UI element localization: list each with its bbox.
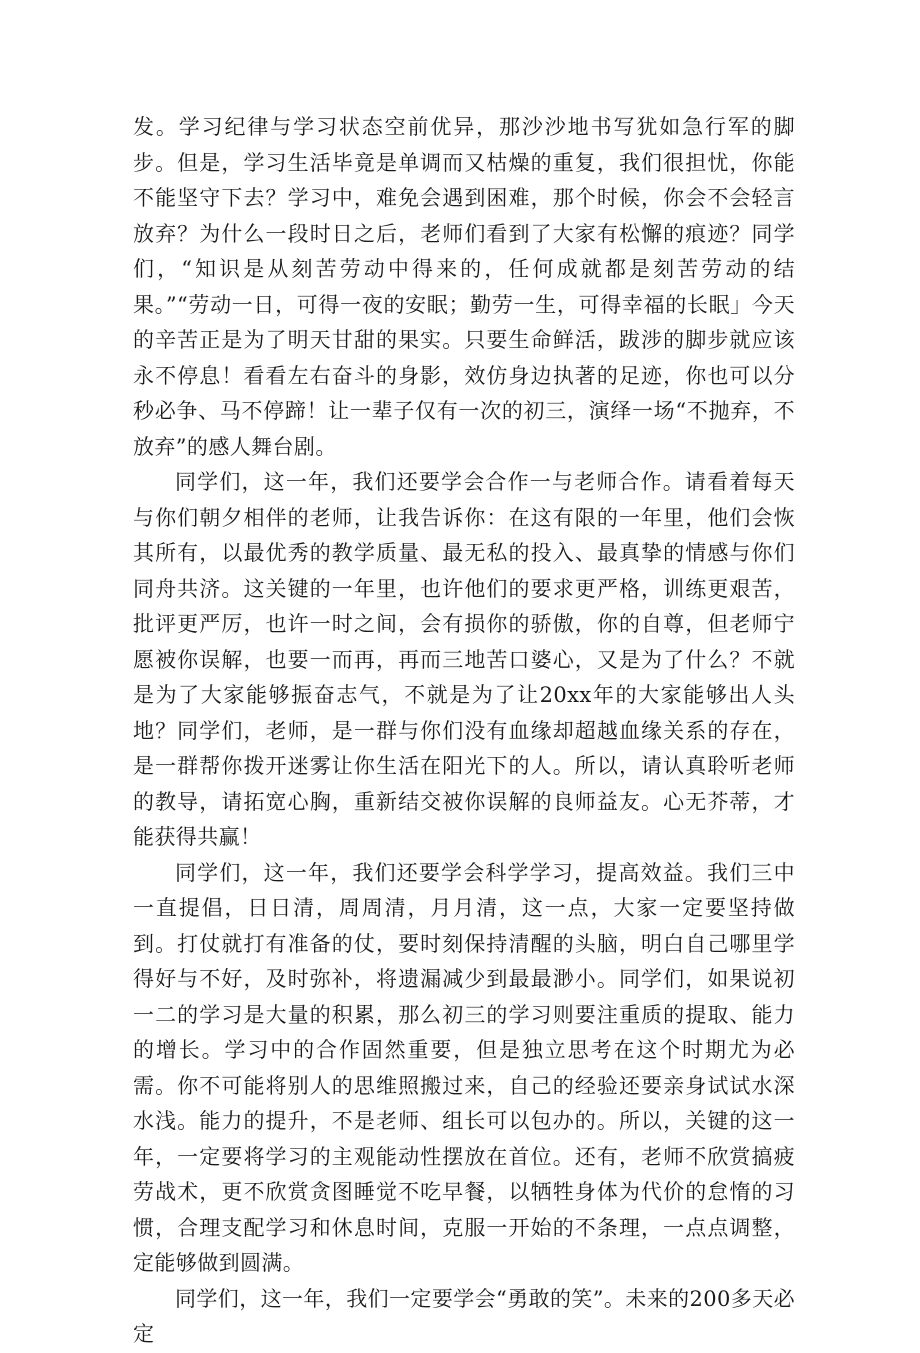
paragraph-4: 同学们，这一年，我们一定要学会“勇敢的笑”。未来的200多天必定 [133,1286,795,1346]
paragraph-2: 同学们，这一年，我们还要学会合作一与老师合作。请看着每天与你们朝夕相伴的老师，让我告诉你：在这有限的一年里，他们会恢其所有，以最优秀的教学质量、最无私的投入、最真挚的情感与你们同舟共济。这关键的一年里，也许他们的要求更严格，训练更艰苦，批评更严厉，也许一时之间，会有损你的骄傲，你的自尊，但老师宁愿被你误解，也要一而再，再而三地苦口婆心，又是为了什么？不就是为了大家能够振奋志气，不就是为了让20xx年的大家能够出人头地？同学们，老师，是一群与你们没有血缘却超越血缘关系的存在，是一群帮你拨开迷雾让你生活在阳光下的人。所以，请认真聆听老师的教导，请拓宽心胸，重新结交被你误解的良师益友。心无芥蒂，才能获得共赢！ [133,470,795,849]
paragraph-3: 同学们，这一年，我们还要学会科学学习，提高效益。我们三中一直提倡，日日清，周周清，月月清，这一点，大家一定要坚持做到。打仗就打有准备的仗，要时刻保持清醒的头脑，明白自己哪里学得好与不好，及时弥补，将遗漏减少到最最渺小。同学们，如果说初一二的学习是大量的积累，那么初三的学习则要注重质的提取、能力的增长。学习中的合作固然重要，但是独立思考在这个时期尤为必需。你不可能将别人的思维照搬过来，自己的经验还要亲身试试水深水浅。能力的提升，不是老师、组长可以包办的。所以，关键的这一年，一定要将学习的主观能动性摆放在首位。还有，老师不欣赏搞疲劳战术，更不欣赏贪图睡觉不吃早餐，以牺牲身体为代价的怠惰的习惯，合理支配学习和休息时间，克服一开始的不条理，一点点调整，定能够做到圆满。 [133,860,795,1275]
document-page [133,110,795,1353]
paragraph-1: 发。学习纪律与学习状态空前优异，那沙沙地书写犹如急行军的脚步。但是，学习生活毕竟是单调而又枯燥的重复，我们很担忧，你能不能坚守下去？学习中，难免会遇到困难，那个时候，你会不会轻言放弃？为什么一段时日之后，老师们看到了大家有松懈的痕迹？同学们，“知识是从刻苦劳动中得来的，任何成就都是刻苦劳动的结果。”“劳动一日，可得一夜的安眠；勤劳一生，可得幸福的长眠」今天的辛苦正是为了明天甘甜的果实。只要生命鲜活，跋涉的脚步就应该永不停息！看看左右奋斗的身影，效仿身边执著的足迹，你也可以分秒必争、马不停蹄！让一辈子仅有一次的初三，演绎一场“不抛弃，不放弃”的感人舞台剧。 [133,115,795,459]
